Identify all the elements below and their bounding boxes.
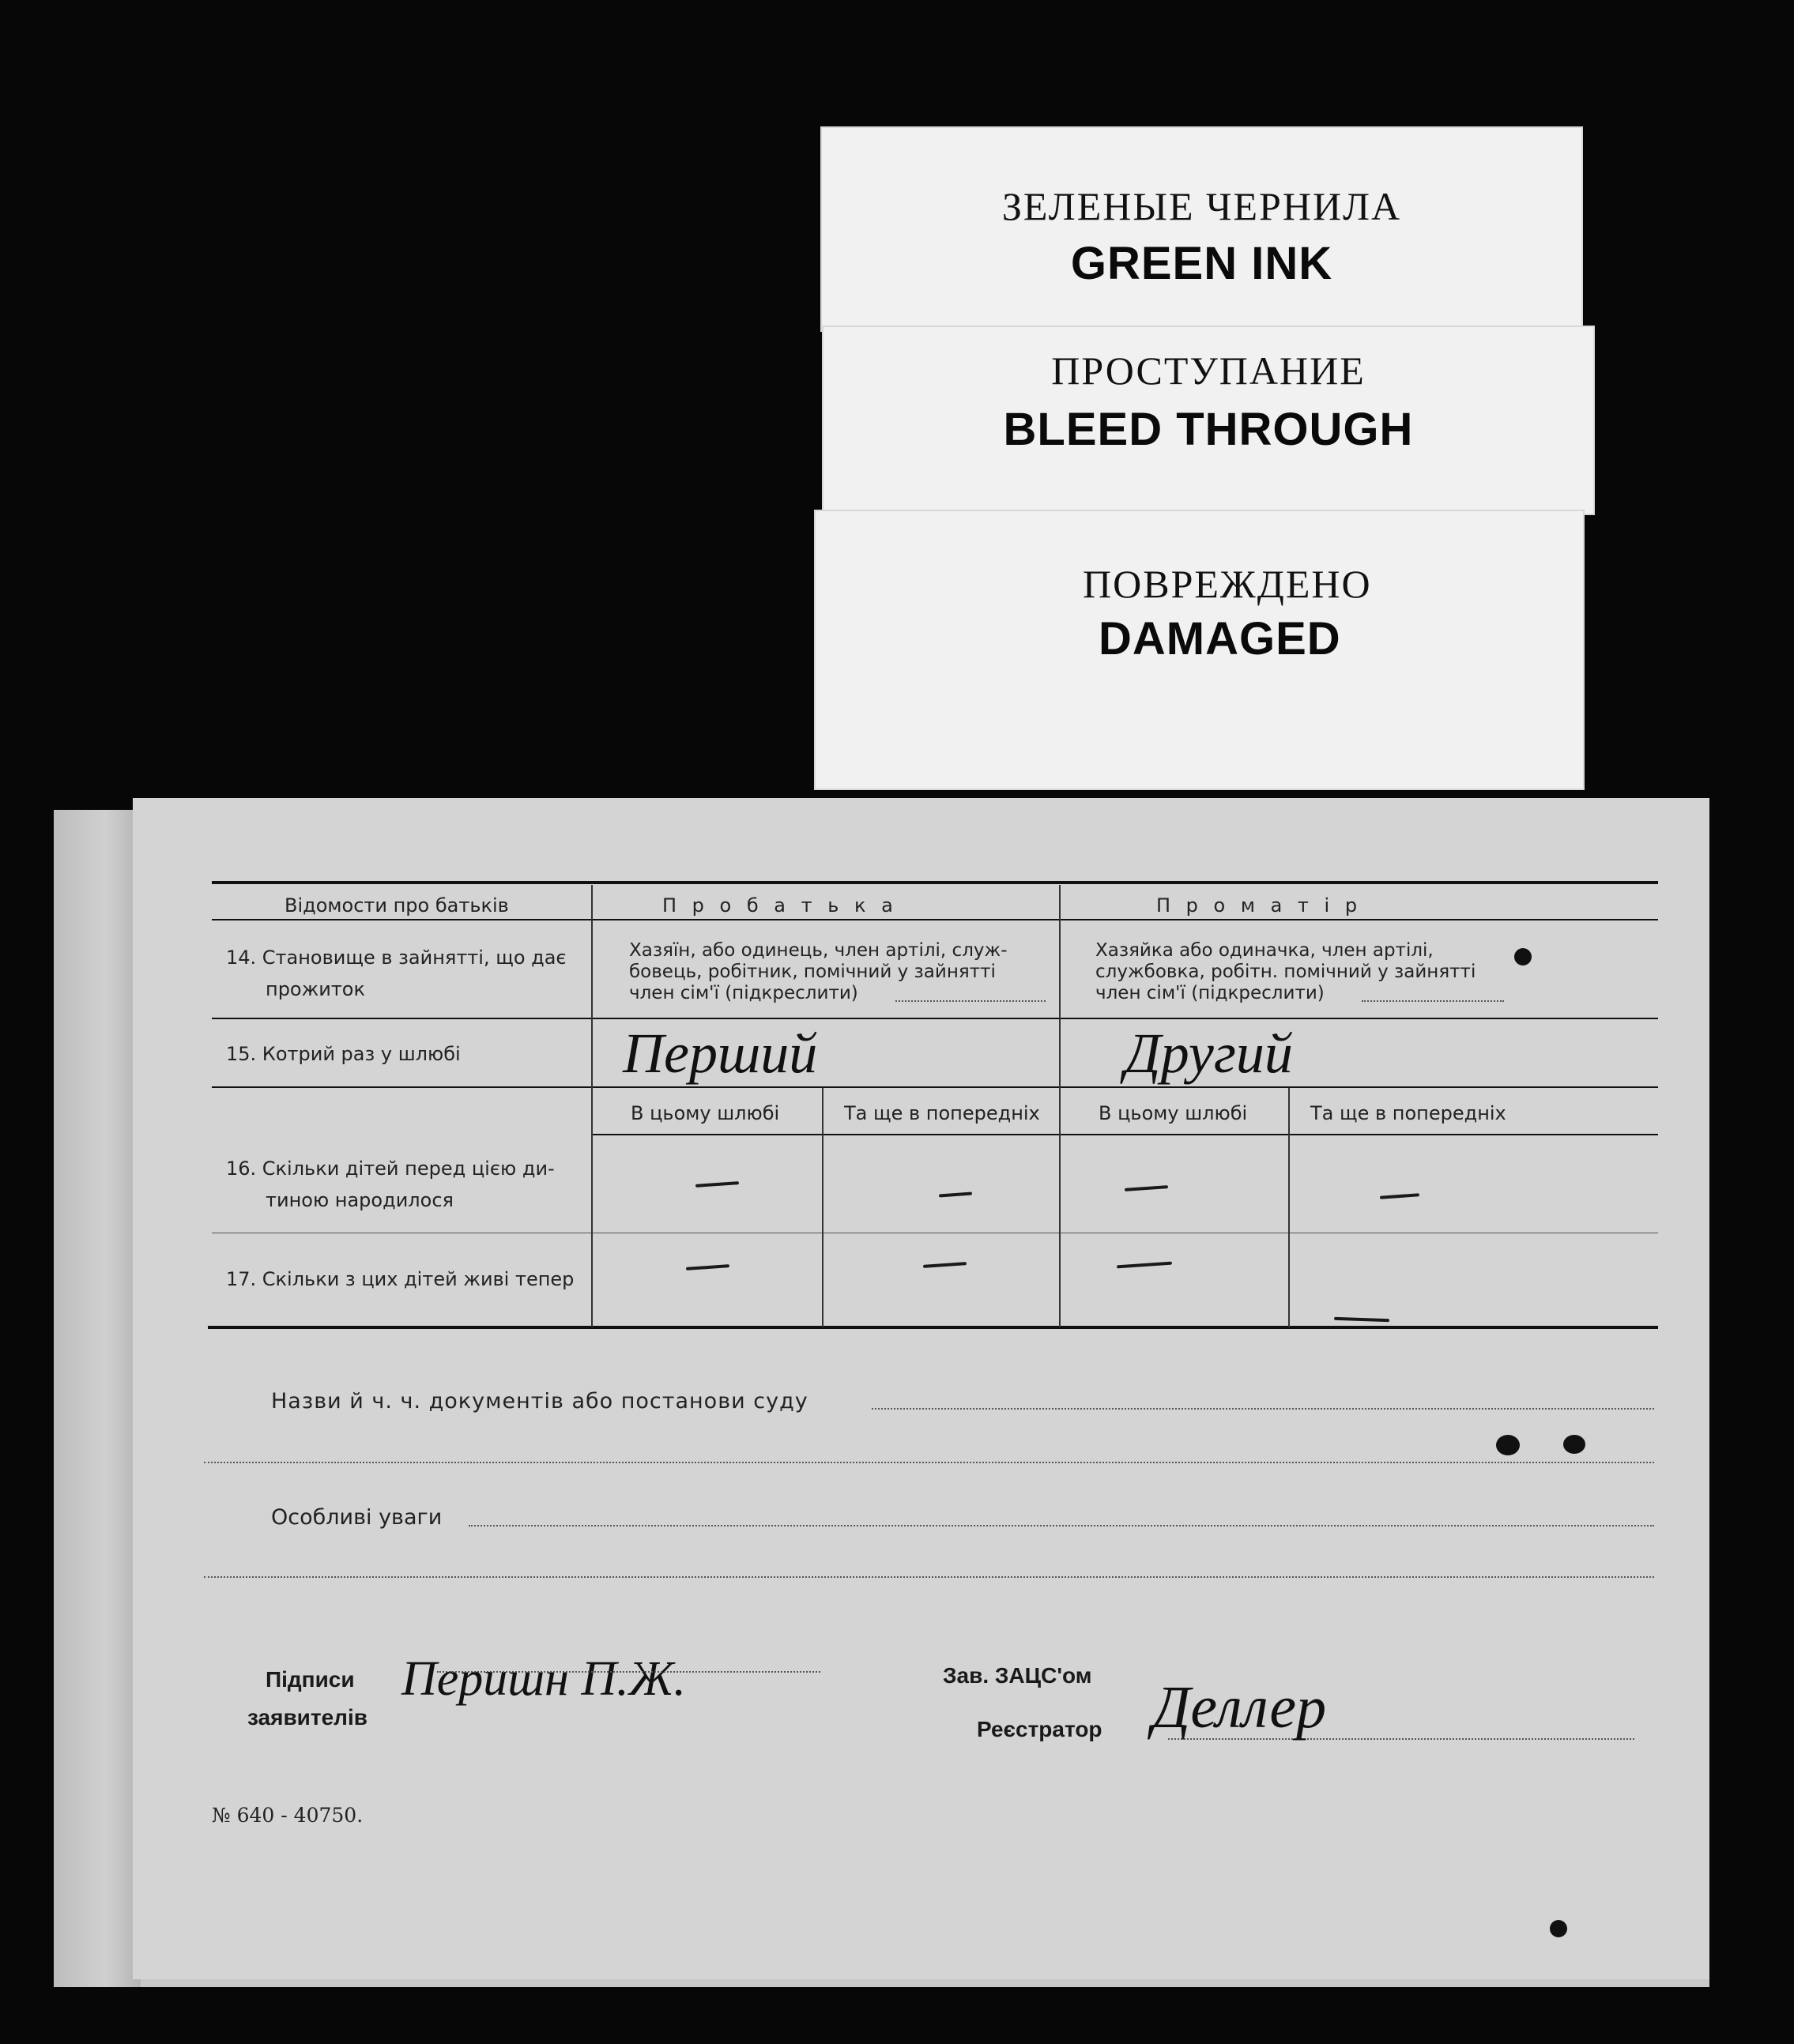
documents-label: Назви й ч. ч. документів або постанови суду [271, 1389, 808, 1413]
row16-label-line1: 16. Скільки дітей перед цією ди- [226, 1158, 555, 1180]
row15-mother-handwriting: Другий [1125, 1022, 1293, 1085]
label-en-text: BLEED THROUGH [1003, 404, 1414, 455]
registrar-label: Реєстратор [977, 1717, 1102, 1741]
signature-line-top [437, 1671, 820, 1673]
label-ru-text: ПОВРЕЖДЕНО [1083, 562, 1372, 606]
row16-mother-prev-dash [1380, 1193, 1419, 1199]
label-ru-text: ЗЕЛЕНЫЕ ЧЕРНИЛА [1001, 184, 1402, 228]
row14-father-line2: бовець, робітник, помічний у зайнятті [629, 962, 996, 982]
form-number: № 640 - 40750. [212, 1804, 364, 1827]
label-bleed-through [822, 326, 1595, 515]
documents-line-2 [204, 1462, 1654, 1463]
row15-rule [212, 1086, 1658, 1088]
mother-previous: Та ще в попередніх [1310, 1102, 1506, 1124]
col-divider-4 [1288, 1088, 1290, 1327]
col-divider-1 [591, 885, 593, 1327]
documents-line-1 [872, 1408, 1654, 1410]
remarks-label: Особливі уваги [271, 1505, 443, 1530]
mother-this-marriage: В цьому шлюбі [1099, 1102, 1248, 1124]
row14-father-dots [895, 1000, 1046, 1002]
remarks-line-2 [204, 1576, 1654, 1578]
head-label: Зав. ЗАЦС'ом [943, 1663, 1092, 1688]
row14-mother-line2: службовка, робітн. помічний у зайнятті [1095, 962, 1476, 982]
table-bottom-rule [208, 1326, 1658, 1329]
signatures-label-2: заявителів [247, 1705, 367, 1730]
label-damaged [814, 510, 1585, 790]
row16-label-line2: тиною народилося [266, 1189, 454, 1211]
registrar-signature: Деллер [1152, 1674, 1327, 1741]
row17-father-this-dash [686, 1264, 729, 1270]
label-en-text: GREEN INK [1070, 238, 1333, 289]
col-divider-2 [1059, 885, 1061, 1327]
header-rule [212, 919, 1658, 920]
row14-mother-line1: Хазяйка або одиначка, член артілі, [1095, 940, 1434, 961]
subheader-rule [593, 1134, 1658, 1135]
form-sheet [133, 798, 1709, 1979]
label-en-text: DAMAGED [1099, 613, 1341, 664]
row15-label: 15. Котрий раз у шлюбі [226, 1043, 461, 1065]
row17-label: 17. Скільки з цих дітей живі тепер [226, 1268, 575, 1290]
row15-father-handwriting: Перший [623, 1022, 818, 1085]
row17-mother-this-dash [1117, 1262, 1172, 1269]
sheet-binding-edge [54, 810, 141, 1987]
row14-mother-line3: член сім'ї (підкреслити) [1095, 983, 1325, 1003]
remarks-line-1 [469, 1525, 1654, 1526]
label-green-ink [820, 126, 1583, 332]
header-mother: П р о м а т і р [1156, 894, 1362, 917]
row14-label-line2: прожиток [266, 978, 365, 1000]
punch-hole [1550, 1920, 1567, 1937]
row17-mother-prev-dash [1334, 1317, 1389, 1322]
signatures-label-1: Підписи [266, 1667, 355, 1692]
row14-mother-dots [1362, 1000, 1504, 1002]
row16-mother-this-dash [1125, 1185, 1168, 1191]
punch-hole [1496, 1435, 1520, 1455]
row16-father-prev-dash [939, 1192, 972, 1198]
applicant-signature: Перишн П.Ж. [401, 1652, 686, 1706]
row14-father-line3: член сім'ї (підкреслити) [629, 983, 858, 1003]
label-ru-text: ПРОСТУПАНИЕ [1051, 348, 1366, 393]
header-father: П р о б а т ь к а [662, 894, 898, 917]
header-parents-info: Відомости про батьків [285, 894, 509, 917]
row17-father-prev-dash [923, 1262, 967, 1268]
row16-father-this-dash [695, 1181, 739, 1188]
row14-label-line1: 14. Становище в зайнятті, що дає [226, 947, 567, 969]
col-divider-3 [822, 1088, 824, 1327]
punch-hole [1514, 948, 1532, 966]
father-this-marriage: В цьому шлюбі [631, 1102, 780, 1124]
table-top-rule [212, 881, 1658, 884]
row14-rule [212, 1018, 1658, 1019]
father-previous: Та ще в попередніх [844, 1102, 1040, 1124]
punch-hole [1563, 1435, 1585, 1454]
row14-father-line1: Хазяїн, або одинець, член артілі, служ- [629, 940, 1008, 961]
